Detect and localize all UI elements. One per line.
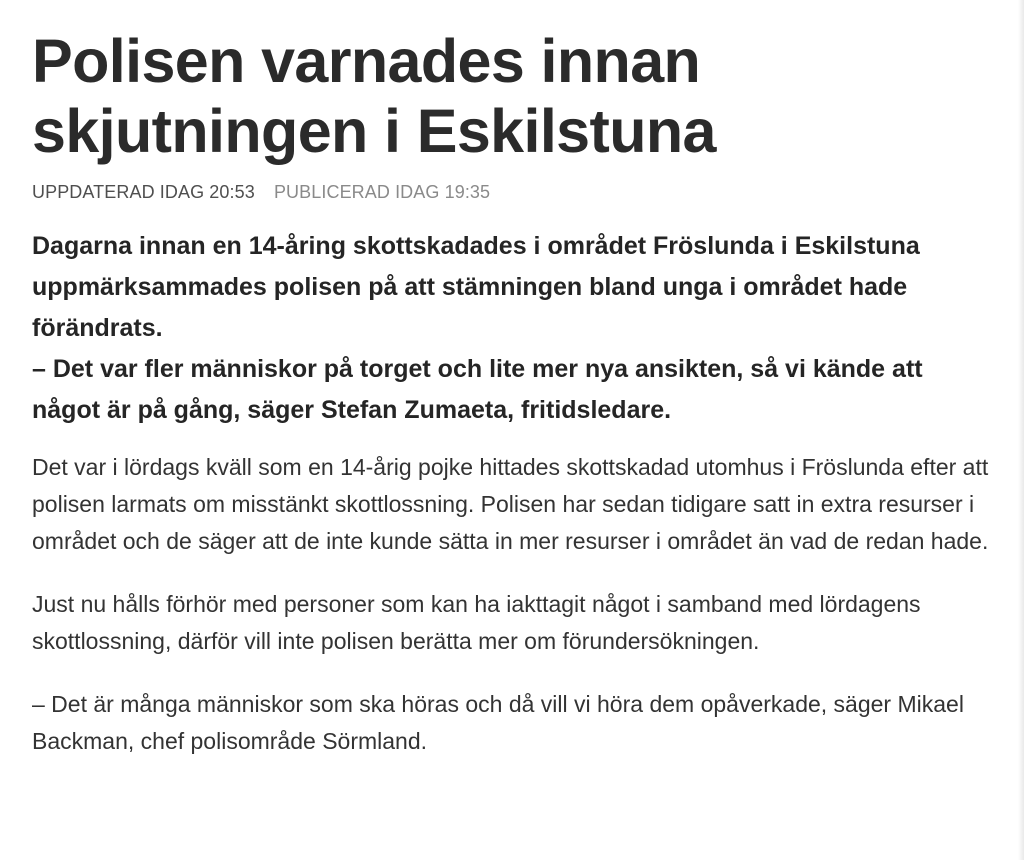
body-paragraph: – Det är många människor som ska höras och då vill vi höra dem opåverkade, säger Mikael Backman, chef polisområde Sörmland. xyxy=(32,691,964,754)
body-paragraph: Det var i lördags kväll som en 14-årig pojke hittades skottskadad utomhus i Fröslunda efter att polisen larmats om misstänkt skottlossning. Polisen har sedan tidigare satt in extra resurser i området och de säger att de inte kunde sätta in mer resurser i området än vad de redan hade. xyxy=(32,454,989,554)
article-headline: Polisen varnades innan skjutningen i Eskilstuna xyxy=(32,27,716,165)
published-timestamp: PUBLICERAD IDAG 19:35 xyxy=(273,182,491,202)
article-timestamps xyxy=(32,180,992,204)
news-article xyxy=(32,26,992,786)
page-edge-shadow xyxy=(1018,0,1024,860)
lead-paragraph: Dagarna innan en 14-åring skottskadades i området Fröslunda i Eskilstuna uppmärksammades polisen på att stämningen bland unga i området hade förändrats. xyxy=(32,232,920,342)
updated-timestamp: UPPDATERAD IDAG 20:53 xyxy=(32,182,255,202)
article-body xyxy=(32,449,992,760)
lead-quote: – Det var fler människor på torget och lite mer nya ansikten, så vi kände att något är på gång, säger Stefan Zumaeta, fritidsledare. xyxy=(32,355,923,424)
article-lead xyxy=(32,226,992,431)
body-paragraph: Just nu hålls förhör med personer som kan ha iakttagit något i samband med lördagens skottlossning, därför vill inte polisen berätta mer om förundersökningen. xyxy=(32,591,921,654)
